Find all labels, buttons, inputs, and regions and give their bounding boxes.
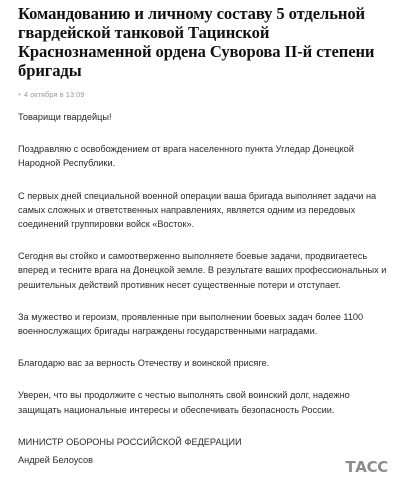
paragraph-combat: Сегодня вы стойко и самоотверженно выполняете боевые задачи, продвигаетесь вперед и тесните врага на Донецкой земле. В результате ваших профессиональных и решительных действий противник несет существенные потери и отступает. bbox=[18, 251, 387, 290]
bullet-icon: • bbox=[18, 89, 21, 99]
article-body bbox=[18, 110, 392, 467]
paragraph-operation: С первых дней специальной военной операции ваша бригада выполняет задачи на самых сложных и ответственных направлениях, является одним из передовых соединений группировки войск «Восток». bbox=[18, 190, 377, 230]
paragraph-gratitude: Благодарю вас за верность Отечеству и воинской присяге. bbox=[18, 358, 270, 369]
paragraph-confidence: Уверен, что вы продолжите с честью выполнять свой воинский долг, надежно защищать национальные интересы и обеспечивать безопасность России. bbox=[18, 390, 350, 415]
tass-logo: ТАСС bbox=[345, 458, 388, 476]
article-date: 4 октября в 13:09 bbox=[23, 89, 85, 99]
signature-title: МИНИСТР ОБОРОНЫ РОССИЙСКОЙ ФЕДЕРАЦИИ bbox=[18, 436, 242, 447]
paragraph-congratulation: Поздравляю с освобождением от врага населенного пункта Угледар Донецкой Народной Республики. bbox=[18, 144, 354, 169]
paragraph-greeting: Товарищи гвардейцы! bbox=[18, 112, 112, 122]
signature-name: Андрей Белоусов bbox=[18, 455, 93, 466]
article-meta bbox=[18, 89, 392, 99]
article-title: Командованию и личному составу 5 отдельной гвардейской танковой Тацинской Краснознаменной ордена Суворова II-й степени бригады bbox=[18, 4, 375, 80]
paragraph-awards: За мужество и героизм, проявленные при выполнении боевых задач более 1100 военнослужащих бригады награждены государственными наградами. bbox=[18, 311, 364, 337]
